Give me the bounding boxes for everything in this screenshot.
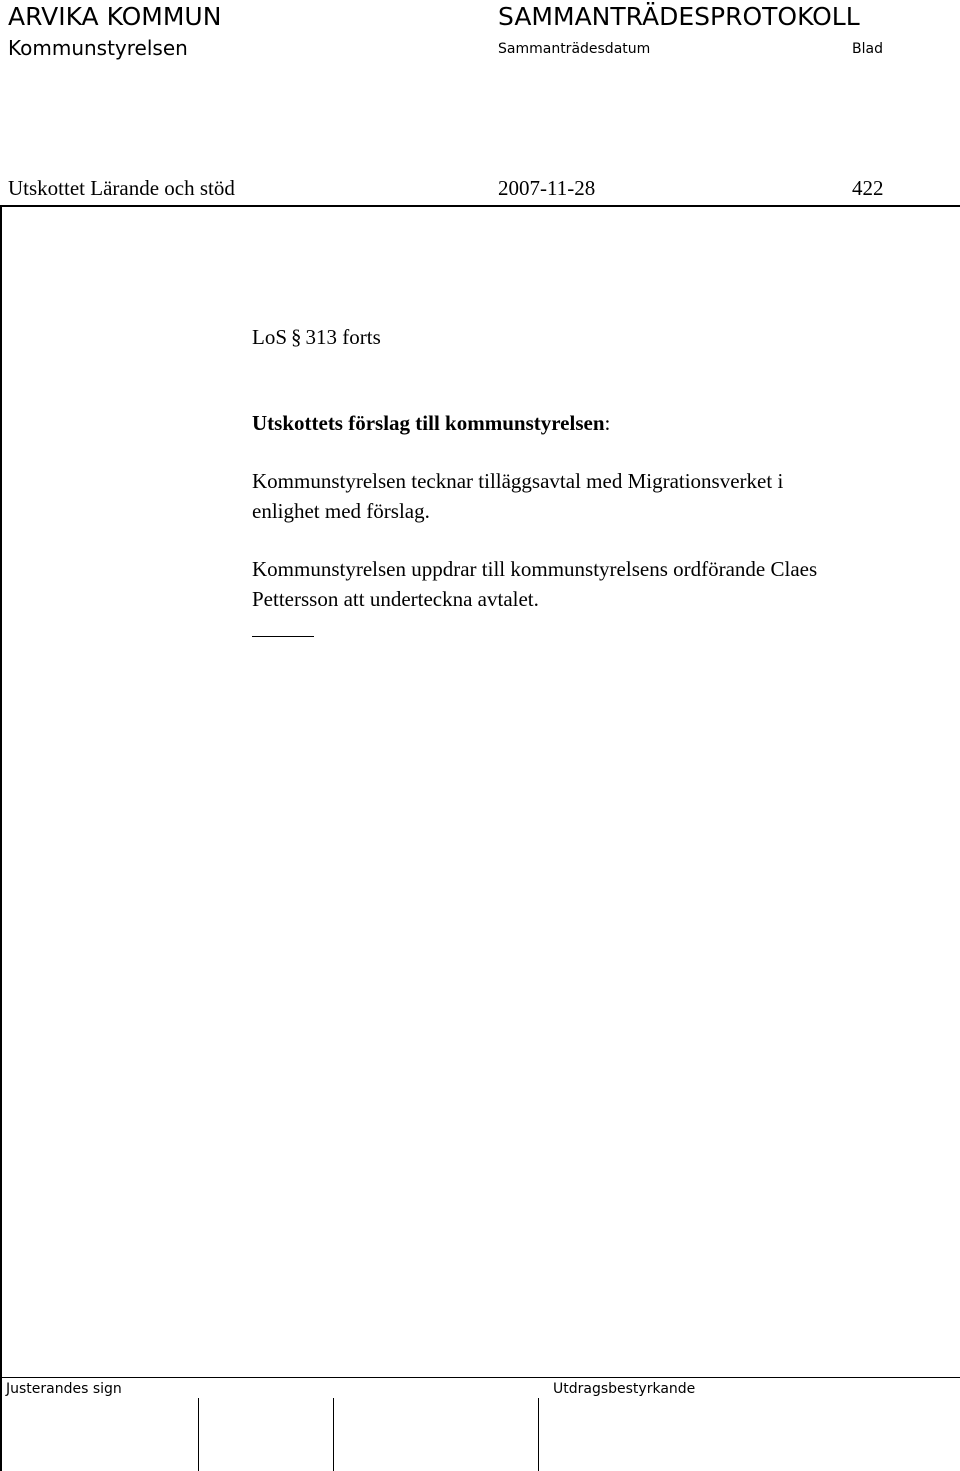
footer-rule: [0, 1377, 960, 1378]
proposal-heading-colon: :: [604, 411, 611, 435]
organization-name: ARVIKA KOMMUN: [8, 2, 222, 31]
left-margin-rule: [0, 205, 2, 1471]
signature-box-divider: [538, 1398, 539, 1471]
board-name: Kommunstyrelsen: [8, 36, 188, 60]
proposal-heading: [252, 408, 610, 438]
decision-paragraph-1: [252, 466, 783, 526]
document-type: SAMMANTRÄDESPROTOKOLL: [498, 2, 860, 31]
header-rule: [0, 205, 960, 207]
section-reference: [252, 322, 381, 352]
meeting-date: 2007-11-28: [498, 176, 596, 200]
section-number: 313 forts: [305, 325, 381, 349]
section-prefix: LoS: [252, 325, 288, 349]
committee-name: Utskottet Lärande och stöd: [8, 176, 235, 200]
meeting-date-label: Sammanträdesdatum: [498, 41, 651, 57]
paragraph-2-line-1: Kommunstyrelsen uppdrar till kommunstyrelsens ordförande Claes: [252, 557, 818, 581]
end-of-section-rule: [252, 636, 314, 637]
signature-box-divider: [333, 1398, 334, 1471]
signer-initials-label: Justerandes sign: [6, 1381, 122, 1397]
page-label: Blad: [852, 41, 883, 57]
extract-certifier-label: Utdragsbestyrkande: [553, 1381, 696, 1397]
decision-paragraph-2: [252, 554, 817, 614]
paragraph-2-line-2: Pettersson att underteckna avtalet.: [252, 587, 539, 611]
paragraph-1-line-2: enlighet med förslag.: [252, 499, 430, 523]
signature-box-divider: [198, 1398, 199, 1471]
paragraph-sign: §: [291, 325, 302, 349]
page-number: 422: [852, 176, 884, 200]
proposal-heading-text: Utskottets förslag till kommunstyrelsen: [252, 411, 605, 435]
paragraph-1-line-1: Kommunstyrelsen tecknar tilläggsavtal med Migrationsverket i: [252, 469, 784, 493]
